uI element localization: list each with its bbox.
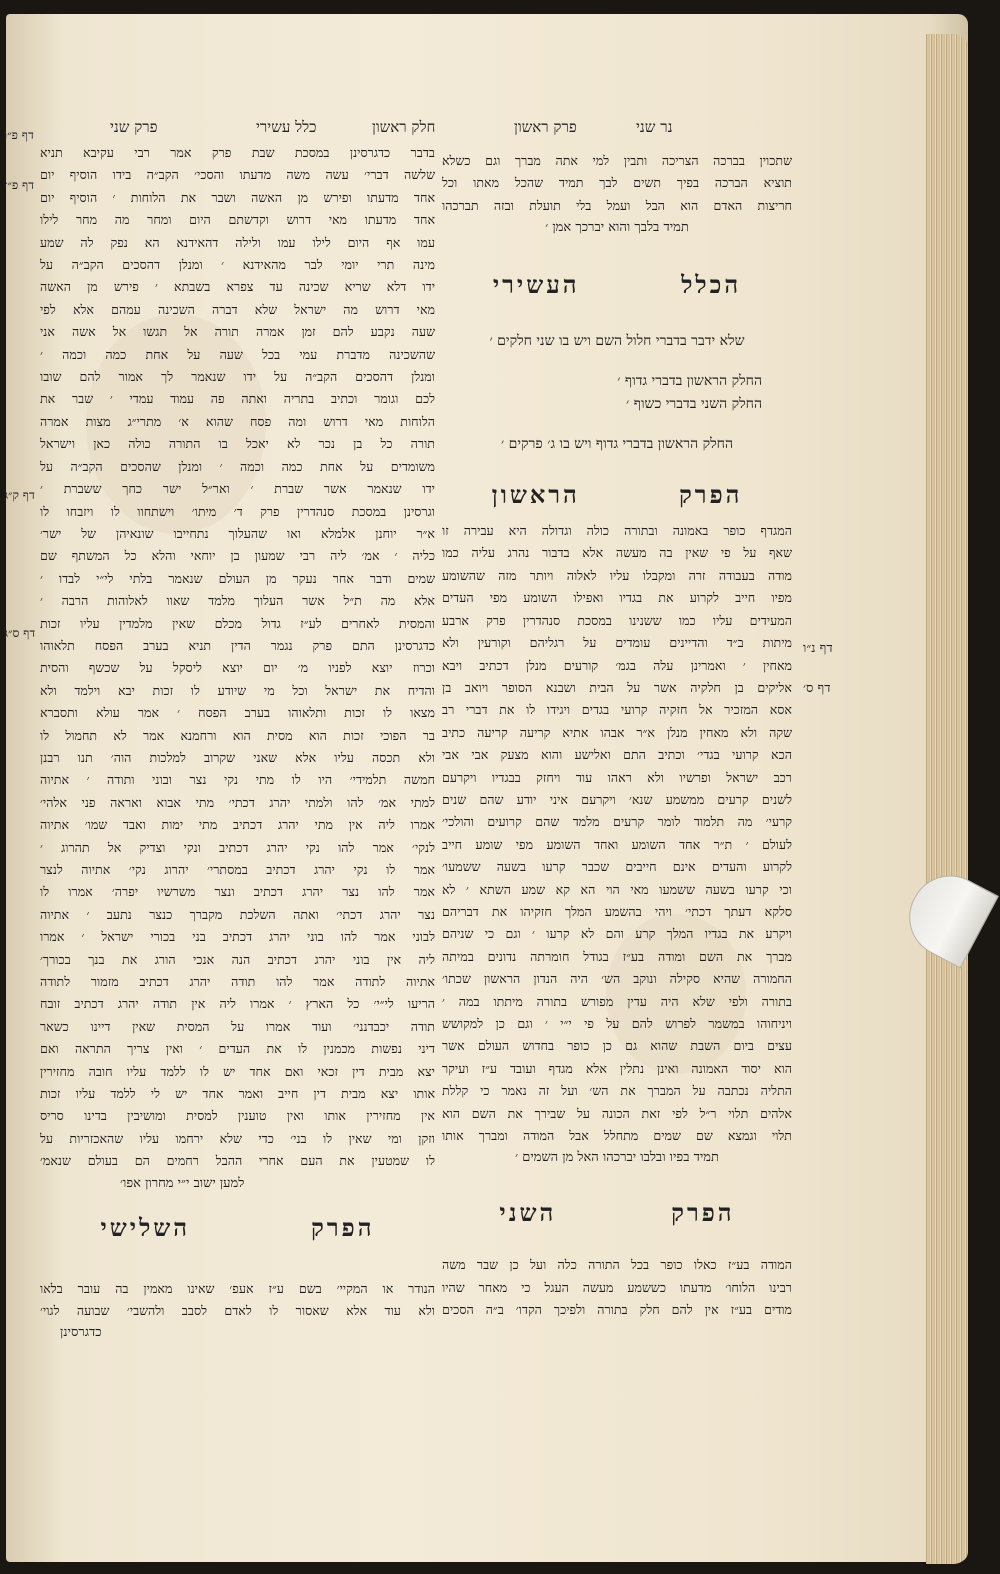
- text-line: ומנלן דהסכים הקב״ה על ידו שנאמר לך אמור להם שובו: [40, 369, 435, 385]
- text-line: תודה יכבדנני׳ ועוד אמרו על המסית שאין דיינו כשאר: [40, 1018, 435, 1034]
- text-line: כדגרסינן התם פרק נגמר הדין תניא בערב הפסח תלאוהו: [40, 637, 435, 653]
- right-column: [442, 150, 792, 1321]
- text-line: רבינו הלוחו׳ מדעתו כששמע מעשה העגל כי מאחר שהיו: [442, 1279, 792, 1295]
- running-head-left-left: פרק שני: [110, 118, 158, 136]
- text-line: תמיד בפיו ובלבו יברכהו האל מן השמים ׳: [515, 1150, 719, 1166]
- text-line: אמר לו נקי יהרג דכתיב במסתרי׳ יהרוג נקי׳ אתיוה לנצר: [40, 862, 435, 877]
- heading-word: הפרק: [671, 1197, 735, 1227]
- text-line: שעה נקבע להם זמן אמרה תורה אל תגשו אל אשה אני: [40, 324, 435, 340]
- heading-word: השלישי: [100, 1213, 191, 1243]
- running-head-right-left: נר שני: [636, 118, 673, 136]
- text-line: תוציא הברכה בפיך תשים לבך תמיד שהכל מאתו וכל: [442, 175, 792, 191]
- text-line: שהשכינה מדברת עמי בכל שעה על אחת כמה וכמה ׳: [40, 346, 435, 362]
- text-line: והמסית לאחרים לע״ז גדול מכלם שאין מלמדין עליו זכות: [40, 615, 435, 631]
- text-line: אמרו ליה אין מתי יהרג דכתיב מתי ימות ואבד שמו׳ אתיוה: [40, 817, 435, 833]
- heading-word: הפרק: [678, 479, 743, 509]
- text-line: אלא מה ת״ל אשר העלוך מלמד שאוו לאלוהות הרבה ׳: [40, 593, 435, 609]
- running-head-right-right: פרק ראשון: [514, 118, 577, 136]
- chapter-heading-first: [442, 479, 792, 509]
- text-line: אליקים בן חלקיה אשר על הבית ושבנא הסופר ויואב בן: [442, 679, 792, 695]
- text-line: הוא יסוד האמונה ואינן נתלין אלא מגדף ועובד ע״ז ועיקר: [442, 1060, 792, 1076]
- text-line: הכא קרועי בגדי׳ וכתיב התם ואלישע והוא מצעק אבי אבי: [442, 747, 792, 763]
- chapter-heading-second: [442, 1197, 792, 1227]
- klal-part: החלק השני בדברי כשוף ׳: [626, 395, 762, 412]
- text-line: מאחין ׳ ואמרינן עלה בגמ׳ קורעים מנלן דכתיב ויבא: [442, 657, 792, 673]
- text-line: ידו דלא שריא שכינה עד צפרא בשבתא ׳ פירש מן האשה: [40, 279, 435, 295]
- text-line: אותו יצא מבית דין חייב ואמר אחד יש לי ללמד עליו זכות: [40, 1086, 435, 1102]
- text-line: אחד מדעתו ופירש מן האשה ושבר את הלוחות ׳ הוסיף יום: [40, 189, 435, 205]
- left-column: [40, 142, 435, 1345]
- text-line: בתורה ולפי שלא היה עדין מפורש בתורה מיתתו במה ׳: [442, 993, 792, 1009]
- text-line: שאף על פי שאין בה מעשה אלא בדבור נהרג עליה כמו: [442, 545, 792, 561]
- text-line: מודה בעבודה זרה ומקבלו עליו לאלוה ויותר מזה שהשומע: [442, 567, 792, 583]
- text-line: כליה ׳ אמ׳ ליה רבי שמעון בן יוחאי והלא כל המשתף שם: [40, 548, 435, 564]
- text-line: הריעו לי״י׳ כל הארץ ׳ אמרו ליה אין תודה יהרג דכתיב זובח: [40, 996, 435, 1012]
- margin-note: דף ס״ג: [4, 626, 36, 640]
- text-line: מצאו לו זכות ותלאוהו בערב הפסח ׳ אמר עולא ותסברא: [40, 705, 435, 721]
- text-line: אין מחזירין אותו ואין טוענין למסית ומושיבין בדינו סריס: [40, 1108, 435, 1124]
- text-line: ליה אין בוני יהרג דכתיב הנה אנכי הורג את בנך בכורך׳: [40, 951, 435, 967]
- text-line: המעידים עליו כמו ששנינו במסכת סנהדרין פרק ארבע: [442, 612, 792, 628]
- text-line: וכרוז יוצא לפניו מ׳ יום יוצא ליסקל על שכשף והסית: [40, 660, 435, 676]
- text-line: א״ר יוחנן אלמלא ואו שהעלוך נתחייבו שונאיהן של ישר׳: [40, 525, 435, 541]
- text-line: למתי אמ׳ להו ולמתי יהרג דכתי׳ מתי אבוא ואראה פני אלהי׳: [40, 794, 435, 810]
- text-line: וכי קרעו בשעה ששמעו מאי הוי הא קא שמע השתא ׳ לא: [442, 881, 792, 897]
- text-line: ידו שנאמר אשר שברת ׳ ואר״ל ישר כחך ששברת ׳: [40, 481, 435, 497]
- margin-note: דף ס׳: [803, 681, 831, 696]
- text-line: ולא תכסה עליו אלא שאני שקרוב למלכות הוה׳ תנו רבנן: [40, 749, 435, 765]
- klal-intro: שלא ידבר בדברי חלול השם ויש בו שני חלקים ׳: [489, 333, 745, 350]
- text-line: הלוחות מאי דרוש ומה פסח שהוא א׳ מתרי״ג מצות אמרה: [40, 413, 435, 429]
- margin-note: דף פ״ו: [4, 128, 34, 142]
- text-line: לנקי׳ אמר להו נקי יהרג דכתיב ונקי וצדיק אל תהרוג ׳: [40, 839, 435, 855]
- text-line: שלשה דברי׳ עשה משה מדעתו והסכי׳ הקב״ה בידו הוסיף יום: [40, 167, 435, 183]
- text-line: נצר יהרג דכתי׳ ואתה השלכת מקברך כנצר נתעב ׳ אתיוה: [40, 906, 435, 922]
- text-line: ולא עוד אלא שאסור לו לאדם לסבב ולהשבי׳ שבועה לגוי׳: [40, 1302, 435, 1318]
- klal-part: החלק הראשון בדברי גדוף ׳: [617, 373, 762, 390]
- klal-part-intro: החלק הראשון בדברי גדוף ויש בו ג׳ פרקים ׳: [500, 436, 734, 453]
- running-head-left-center: כלל עשירי: [256, 118, 317, 136]
- text-line: מפיו חייב לקרוע את בגדיו ואפילו השומע מפי העדים: [442, 590, 792, 606]
- text-line: אתיוה לתודה אמר להו תודה יהרג דכתיב מזמור לתודה: [40, 974, 435, 990]
- text-line: בר הפוכי זכות הוא מסית הוא ורחמנא אמר לא תחמול לו: [40, 727, 435, 743]
- text-line: אמר להו נצר יהרג דכתיב ונצר משרשיו יפרה׳ אמרו לו: [40, 884, 435, 900]
- text-line: שתכוין בברכה הצריכה ותבין למי אתה מברך וגם כשלא: [442, 153, 792, 168]
- text-line: לו שמטעין את העם אחרי ההבל רחמים הם בעולם שנאמ׳: [40, 1153, 435, 1169]
- text-line: ויקרע את בגדיו המלך קרע והם לא קרעו ׳ וגם כי שניהם: [442, 926, 792, 942]
- text-line: החמורה שהיא סקילה ונוקב הש׳ היה הנדון הראשון שכתו׳: [442, 971, 792, 987]
- heading-word: השני: [499, 1197, 557, 1227]
- text-line: משומדים על אחת כמה וכמה ׳ ומנלן שהסכים הקב״ה על: [40, 458, 435, 474]
- page-fore-edge: [926, 34, 968, 1564]
- text-line: קרעי׳ מה תלמוד לומר קרעים מלמד שהם קרועים והולכי׳: [442, 814, 792, 830]
- text-line: חריצות האדם הוא הבל ועמל בלי תועלת ובזה תברכהו: [442, 197, 792, 213]
- text-line: תורה כל בן נכר לא יאכל בו התורה כולה כאן וישראל: [40, 436, 435, 452]
- text-line: יצא מבית דין זכאי ואם אחד יש לו ללמד עליו חובה מחזירין: [40, 1063, 435, 1079]
- text-line: הנודר או המקיי׳ בשם ע״ז אעפ׳ שאינו מאמין בה עובר בלאו: [40, 1280, 435, 1296]
- text-line: המודה בע״ז כאלו כופר בכל התורה כלה ועל כן שבר משה: [442, 1257, 792, 1273]
- text-line: לכם וגומר וכתיב בתריה ואתה פה עמוד עמדי ׳ שבר את: [40, 391, 435, 407]
- running-head-left-right: חלק ראשון: [372, 118, 436, 136]
- text-line: אסא המזכיר אל חזקיה קרועי בגדים ויגידו לו את דברי רב: [442, 702, 792, 718]
- text-line: חמשה תלמידי׳ היו לו מתי נקי נצר ובוני ותודה ׳ אתיוה: [40, 772, 435, 788]
- text-line: מינה תרי יומי לבר מהאידנא ׳ ומנלן דהסכים הקב״ה על: [40, 257, 435, 273]
- heading-word: הפרק: [311, 1213, 375, 1243]
- text-line: רכב ישראל ופרשיו ולא ראהו עוד ויחזק בבגדיו ויקרעם: [442, 769, 792, 785]
- text-line: דיני נפשות מכמנין לו את העדים ׳ ואין צריך התראה ואם: [40, 1041, 435, 1057]
- text-line: התליה נכתבה על המברך את הש׳ ועל זה נאמר כי קללת: [442, 1083, 792, 1099]
- text-line: שקה ולא מאחין מנלן א״ר אבהו אתיא קריעה קריעה כתיב: [442, 724, 792, 740]
- text-line: בדבר כדגרסינן במסכת שבת פרק אמר רבי עקיבא תניא: [40, 145, 435, 160]
- text-line: עצים ביום השבת שהוא גם כן כופר בחדוש העולם אשר: [442, 1038, 792, 1054]
- margin-note: דף ק״ג: [4, 488, 35, 502]
- text-line: אחד מדעתו מאי דרוש וקדשתם היום ומחר מה מחר לילו: [40, 212, 435, 228]
- text-line: וזקן ומי שאין לו בני׳ כדי שלא ירחמו עליו שהאכזריות על: [40, 1130, 435, 1146]
- text-line: לשנים קרעים ממשמע שנא׳ ויקרעם איני יודע שהם שנים: [442, 791, 792, 807]
- text-line: ויניחוהו במשמר לפרוש להם על פי י״י ׳ וגם כן למקושש: [442, 1016, 792, 1031]
- text-line: כדגרסינן: [60, 1325, 102, 1341]
- text-line: המגדף כופר באמונה ובתורה כולה וגדולה היא עבירה זו: [442, 523, 792, 539]
- text-line: לבוני אמר להו בוני יהרג דכתיב בני בכורי ישראל ׳ אמרו: [40, 929, 435, 945]
- text-line: סלקא דעתך דכתי׳ ויהי בהשמע המלך חזקיהו את דבריהם: [442, 903, 792, 919]
- heading-word: הכלל: [681, 269, 742, 299]
- heading-word: הראשון: [491, 479, 580, 509]
- text-line: לעולם ׳ ת״ר אחד השומע ואחד השומע מפי שומע חייב: [442, 836, 792, 852]
- text-line: והדיח את ישראל וכל מי שיודע לו זכות יבא וילמד ולא: [40, 682, 435, 698]
- heading-word: העשירי: [492, 269, 580, 299]
- text-line: תלוי וגמצא שם שמים מתחלל אבל המודה ומברך אותו: [442, 1128, 792, 1144]
- chapter-heading-third: [40, 1213, 435, 1243]
- text-line: וגרסינן במסכת סנהדרין פרק ד׳ מיתו׳ וישתחוו לו ויזבחו לו: [40, 503, 435, 519]
- text-line: לקרוע והעדים אינם חייבים שכבר קרעו בשעה ששמעו׳: [442, 859, 792, 875]
- margin-note: דף נ״ו: [803, 641, 833, 656]
- text-line: מאי דרוש מה ישראל שלא דברה השכינה עמהם אלא לפי: [40, 301, 435, 317]
- text-line: אלהים תלוי ר״ל לפי זאת הכונה על שבירך את השם הוא: [442, 1105, 792, 1121]
- margin-note: דף פ״ז: [4, 178, 34, 192]
- text-line: מיתות ב״ד והדיינים עומדים על רגליהם וקורעין ולא: [442, 635, 792, 651]
- text-line: שמים ודבר אחר נעקר מן העולם שנאמר בלתי לי״י לבדו ׳: [40, 570, 435, 586]
- text-line: מברך את השם ומודה בע״ז בגודל חומרתה נדונים במיתה: [442, 948, 792, 964]
- text-line: למען ישוב י״י מחרון אפו׳: [120, 1175, 245, 1191]
- klal-heading: [442, 269, 792, 299]
- text-line: עמו אף היום לילו עמו ולילה דהאידנא הא נפק לה שמע: [40, 234, 435, 250]
- text-line: תמיד בלבך והוא יברכך אמן ׳: [545, 220, 689, 236]
- text-line: מודים בע״ז אין להם חלק בתורה ולפיכך הקדו׳ ב״ה הסכים: [442, 1302, 792, 1318]
